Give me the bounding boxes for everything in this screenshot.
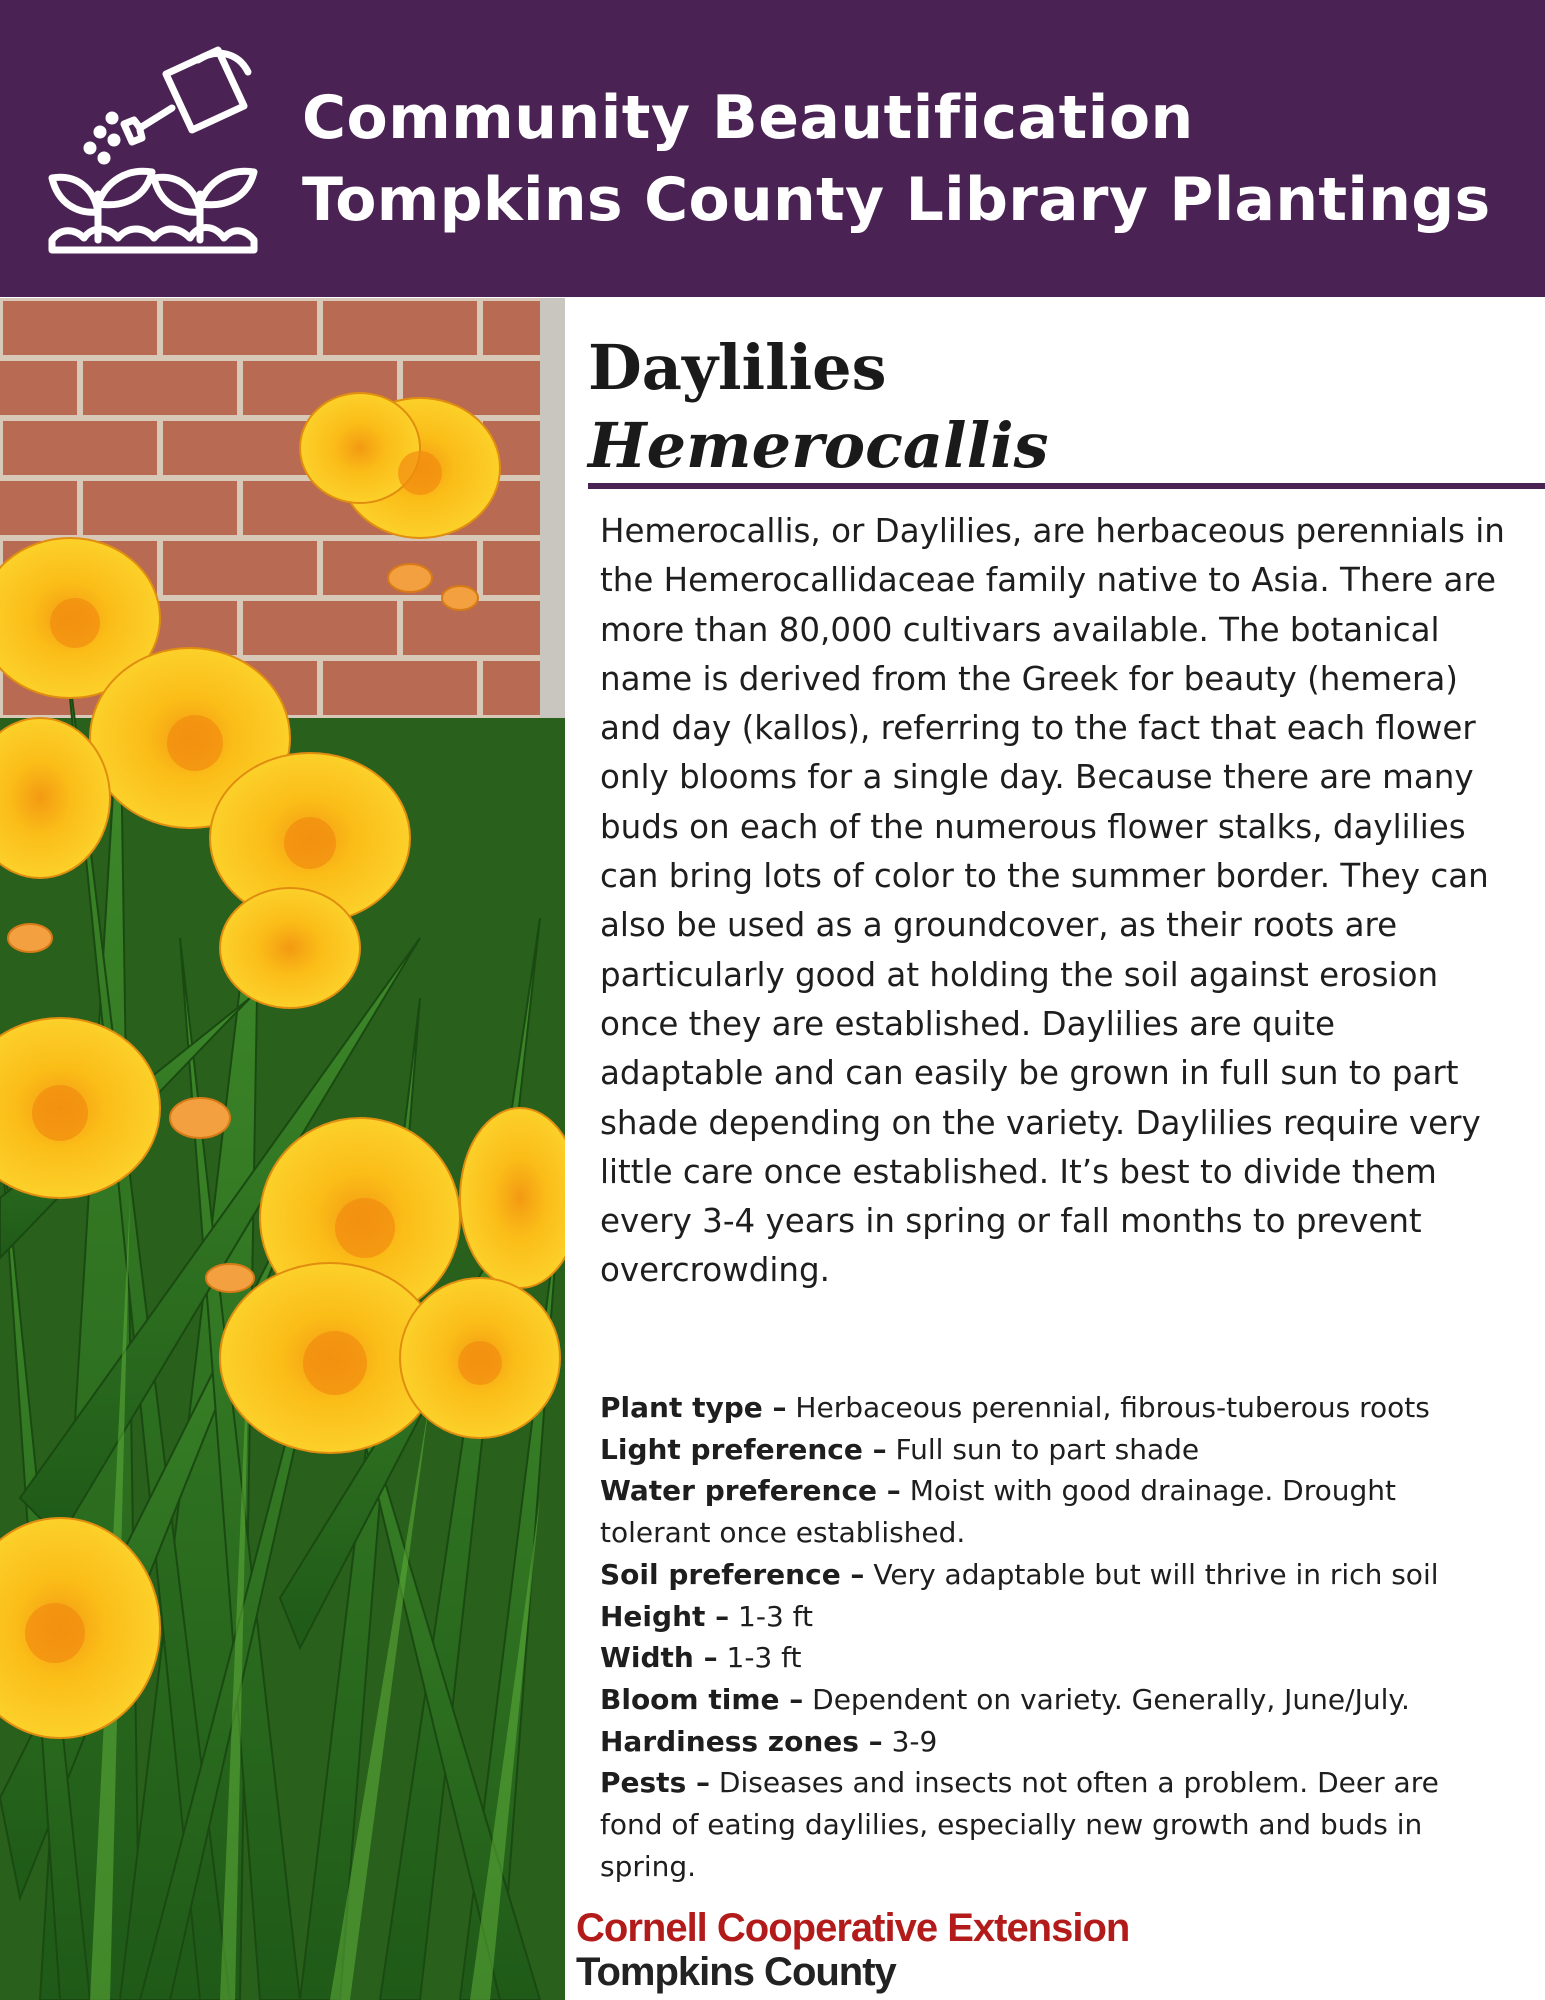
fact-value: Diseases and insects not often a problem. Deer are fond of eating daylilies, especially new growth and buds in spring. — [600, 1766, 1439, 1883]
fact-label: Bloom time – — [600, 1682, 804, 1716]
fact-label: Width – — [600, 1641, 718, 1675]
scientific-name: Hemerocallis — [588, 409, 1049, 482]
fact-plant-type — [600, 1387, 1505, 1429]
fact-hardiness-zones — [600, 1721, 1505, 1763]
fact-value: Dependent on variety. Generally, June/July. — [812, 1682, 1410, 1716]
header-title-line1: Community Beautification — [302, 83, 1194, 153]
fact-label: Height – — [600, 1599, 730, 1633]
footer-org-name: Cornell Cooperative Extension — [576, 1906, 1130, 1950]
plant-description: Hemerocallis, or Daylilies, are herbaceous perennials in the Hemerocallidaceae family native to Asia. There are more than 80,000 cultivars available. The botanical name is derived from the Greek for beauty (hemera) and day (kallos), referring to the fact that each flower only blooms for a single day. Because there are many buds on each of the numerous flower stalks, daylilies can bring lots of color to the summer border. They can also be used as a groundcover, as their roots are particularly good at holding the soil against erosion once they are established. Daylilies are quite adaptable and can easily be grown in full sun to part shade depending on the variety. Daylilies require very little care once established. It’s best to divide them every 3-4 years in spring or fall months to prevent overcrowding. — [600, 512, 1505, 1290]
fact-light-preference — [600, 1429, 1505, 1471]
plant-facts-list — [600, 1387, 1505, 1887]
fact-label: Water preference – — [600, 1474, 901, 1508]
fact-water-preference — [600, 1470, 1505, 1553]
fact-pests — [600, 1762, 1505, 1887]
heading-divider — [588, 483, 1545, 489]
fact-bloom-time — [600, 1679, 1505, 1721]
fact-value: Very adaptable but will thrive in rich soil — [873, 1557, 1439, 1591]
header-title — [302, 78, 1490, 242]
fact-value: 3-9 — [891, 1724, 938, 1758]
fact-width — [600, 1637, 1505, 1679]
header-title-line2: Tompkins County Library Plantings — [302, 165, 1491, 235]
watering-can-seedlings-icon — [48, 44, 260, 256]
fact-value: Full sun to part shade — [895, 1432, 1200, 1466]
common-name: Daylilies — [588, 331, 887, 404]
fact-label: Hardiness zones – — [600, 1724, 883, 1758]
fact-value: 1-3 ft — [726, 1641, 802, 1675]
fact-height — [600, 1596, 1505, 1638]
fact-label: Pests – — [600, 1766, 710, 1800]
cce-logo — [576, 1906, 1129, 1994]
fact-value: 1-3 ft — [738, 1599, 814, 1633]
fact-value: Moist with good drainage. Drought tolerant once established. — [600, 1474, 1397, 1550]
fact-value: Herbaceous perennial, fibrous-tuberous roots — [795, 1391, 1430, 1424]
fact-soil-preference — [600, 1554, 1505, 1596]
fact-label: Light preference – — [600, 1432, 887, 1466]
footer-county-name: Tompkins County — [576, 1950, 896, 1994]
page-header — [0, 0, 1545, 297]
fact-label: Plant type – — [600, 1391, 787, 1424]
daylily-photo — [0, 298, 565, 2000]
fact-label: Soil preference – — [600, 1557, 865, 1591]
